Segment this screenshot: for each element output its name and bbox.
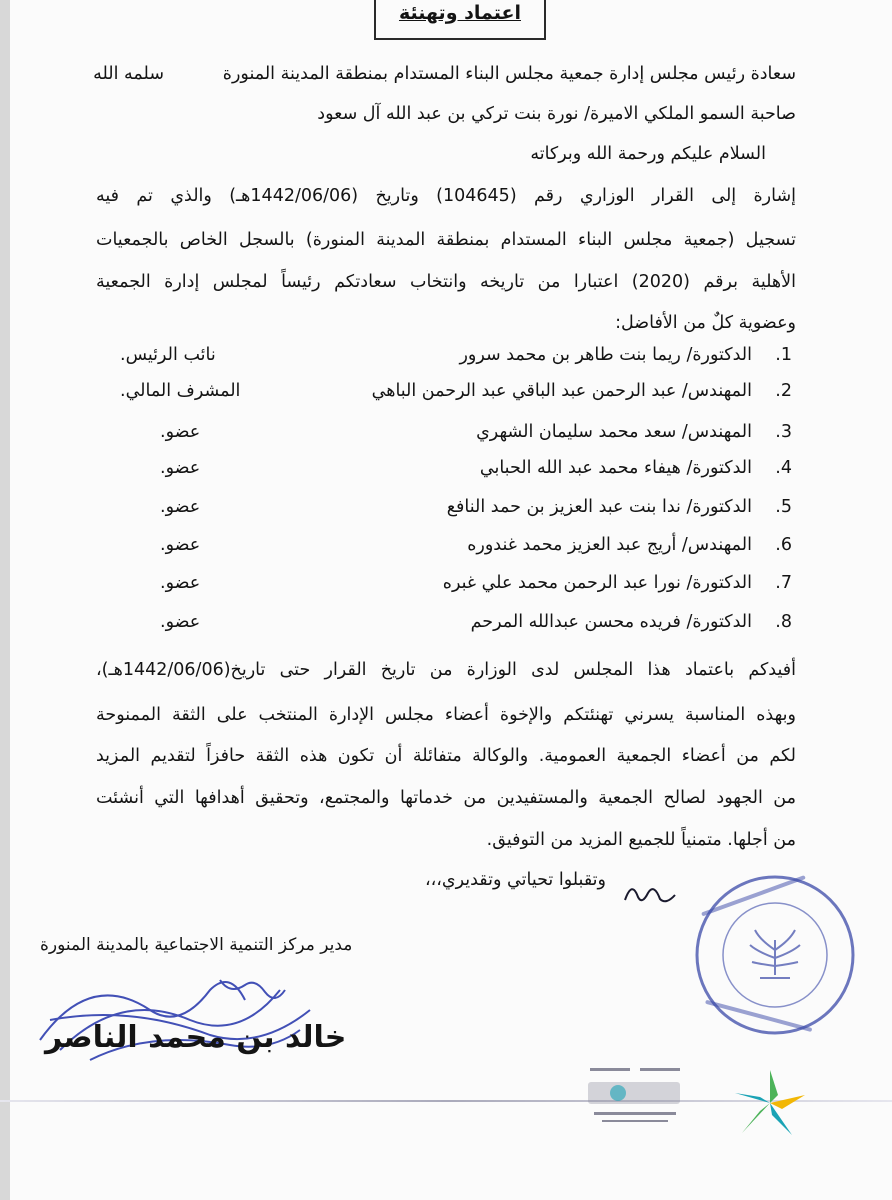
member-row [100, 458, 792, 488]
member-row [100, 612, 792, 642]
initials-signature [620, 875, 680, 910]
official-stamp [690, 870, 860, 1040]
member-row [100, 381, 792, 411]
member-number: 2. [775, 381, 792, 401]
body-line: من الجهود لصالح الجمعية والمستفيدين من خدماتها والمجتمع، وتحقيق أهدافها التي أنشئت [96, 788, 796, 808]
intro-line: تسجيل (جمعية مجلس البناء المستدام بمنطقة المدينة المنورة) بالسجل الخاص بالجمعيات [96, 230, 796, 250]
member-number: 1. [775, 345, 792, 365]
closing-line: وتقبلوا تحياتي وتقديري،،، [424, 870, 606, 890]
addressee-salutation: سلمه الله [93, 64, 164, 84]
member-row [100, 345, 792, 375]
addressee-name: صاحبة السمو الملكي الاميرة/ نورة بنت تركي بن عبد الله آل سعود [317, 104, 796, 124]
page-title: اعتماد وتهنئة [398, 2, 521, 24]
body-line: لكم من أعضاء الجمعية العمومية. والوكالة متفائلة أن تكون هذه الثقة حافزاً لتقديم المزيد [96, 746, 796, 766]
vision-2030-logo [580, 1060, 690, 1130]
member-role: عضو. [160, 612, 201, 632]
intro-line: وعضوية كلٌ من الأفاضل: [615, 313, 796, 333]
member-name: المهندس/ أريج عبد العزيز محمد غندوره [467, 535, 752, 555]
member-role: عضو. [160, 458, 201, 478]
member-name: الدكتورة/ نورا عبد الرحمن محمد علي غبره [442, 573, 752, 593]
member-role: عضو. [160, 422, 201, 442]
member-number: 4. [775, 458, 792, 478]
body-line: وبهذه المناسبة يسرني تهنئتكم والإخوة أعضاء مجلس الإدارة المنتخب على الثقة الممنوحة [96, 705, 796, 725]
intro-line: الأهلية برقم (2020) اعتبارا من تاريخه وانتخاب سعادتكم رئيساً لمجلس إدارة الجمعية [96, 272, 796, 292]
member-number: 8. [775, 612, 792, 632]
member-number: 7. [775, 573, 792, 593]
member-row [100, 535, 792, 565]
body-line: أفيدكم باعتماد هذا المجلس لدى الوزارة من تاريخ القرار حتى تاريخ(1442/06/06هـ)، [96, 660, 796, 680]
member-number: 6. [775, 535, 792, 555]
member-role: عضو. [160, 535, 201, 555]
member-name: المهندس/ سعد محمد سليمان الشهري [476, 422, 752, 442]
member-role: عضو. [160, 573, 201, 593]
member-name: الدكتورة/ هيفاء محمد عبد الله الحبابي [479, 458, 752, 478]
member-name: الدكتورة/ ريما بنت طاهر بن محمد سرور [459, 345, 752, 365]
member-row [100, 497, 792, 527]
body-line: من أجلها. متمنياً للجميع المزيد من التوفيق. [486, 830, 796, 850]
addressee-line: سعادة رئيس مجلس إدارة جمعية مجلس البناء المستدام بمنطقة المدينة المنورة [222, 64, 796, 84]
intro-line: إشارة إلى القرار الوزاري رقم (104645) وتاريخ (1442/06/06هـ) والذي تم فيه [96, 186, 796, 206]
member-name: المهندس/ عبد الرحمن عبد الباقي عبد الرحمن الباهي [371, 381, 752, 401]
member-number: 5. [775, 497, 792, 517]
signer-name: خالد بن محمد الناصر [45, 1020, 347, 1055]
member-row [100, 573, 792, 603]
member-name: الدكتورة/ ندا بنت عبد العزيز بن حمد النافع [446, 497, 752, 517]
member-role: عضو. [160, 497, 201, 517]
page-edge [0, 0, 10, 1200]
member-row [100, 422, 792, 452]
title-box [374, 0, 546, 40]
member-role: المشرف المالي. [120, 381, 241, 401]
ministry-logo [730, 1065, 810, 1140]
greeting: السلام عليكم ورحمة الله وبركاته [530, 144, 766, 164]
member-number: 3. [775, 422, 792, 442]
member-name: الدكتورة/ فريده محسن عبدالله المرحم [470, 612, 752, 632]
member-role: نائب الرئيس. [120, 345, 216, 365]
signer-title: مدير مركز التنمية الاجتماعية بالمدينة المنورة [40, 935, 353, 955]
